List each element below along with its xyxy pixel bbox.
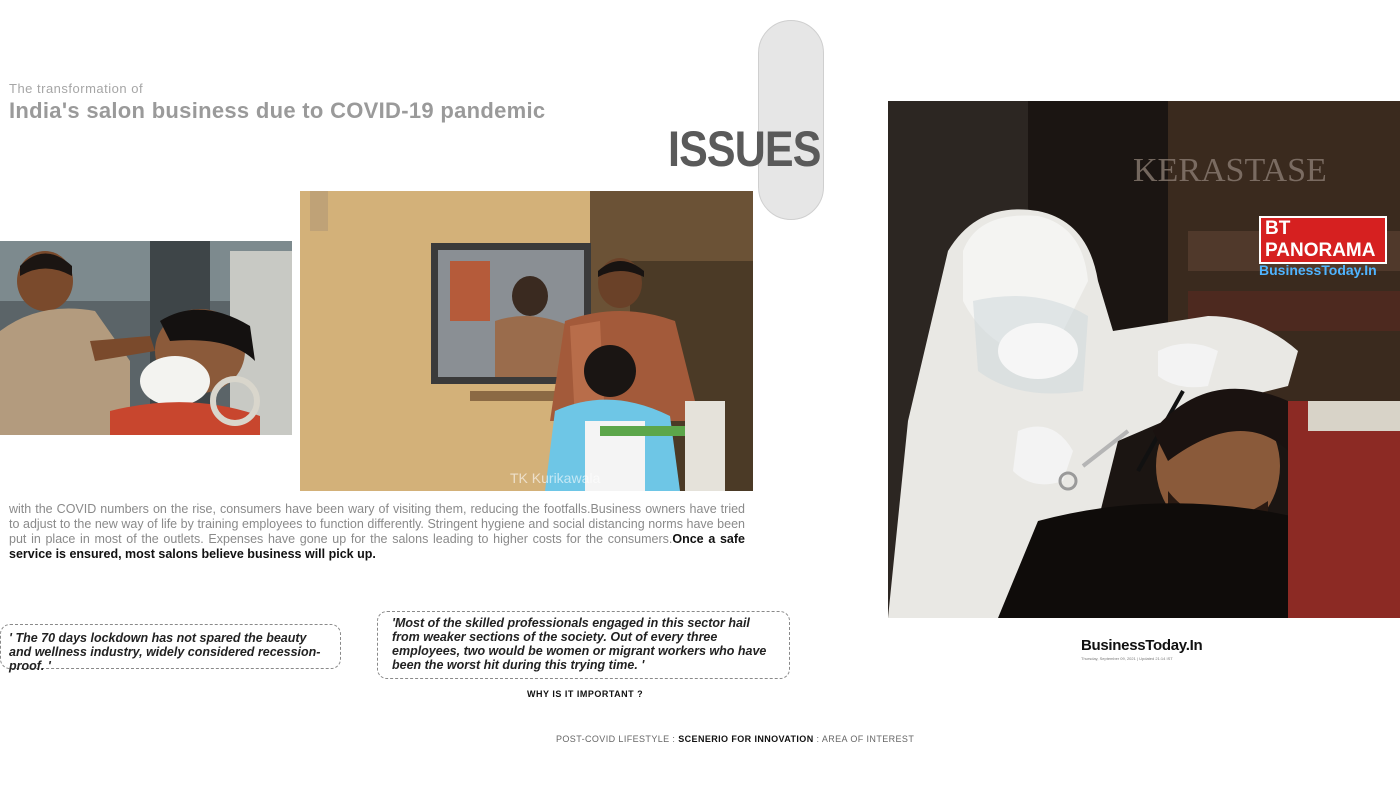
badge-bottom-text: BusinessToday.In — [1259, 262, 1377, 278]
why-label: WHY IS IT IMPORTANT ? — [527, 689, 644, 699]
background-brand-text: KERASTASE — [1133, 152, 1327, 189]
barber-shaving-customer-photo — [0, 241, 292, 435]
body-paragraph-text: with the COVID numbers on the rise, consumers have been wary of visiting them, reducing the footfalls.Business owners have tried to adjust to the new way of life by training employees to function differently. Stringent hygiene and social distancing norms have been put in place in most of the outlets. Expenses have gone up for the salons leading to higher costs for the consumers. — [9, 502, 745, 546]
bt-panorama-badge — [1259, 216, 1387, 278]
body-paragraph — [9, 502, 745, 562]
source-logo: BusinessToday.In — [1081, 637, 1203, 654]
badge-top-text: BT PANORAMA — [1259, 216, 1387, 264]
page-kicker: The transformation of — [9, 81, 144, 96]
footer-part-3: : AREA OF INTEREST — [813, 734, 915, 744]
footer-tagline — [556, 734, 914, 744]
source-date: Thursday, September 09, 2021 | Updated 21:14 IST — [1081, 656, 1173, 661]
roadside-barber-haircut-photo — [300, 191, 753, 491]
section-label: ISSUES — [668, 121, 821, 177]
barber-in-ppe-kit-photo — [888, 101, 1400, 618]
quote-workers: 'Most of the skilled professionals engaged in this sector hail from weaker sections of the society. Out of every three employees, two would be women or migrant workers who have been the worst hit during this trying time. ' — [377, 611, 790, 679]
quote-lockdown: ' The 70 days lockdown has not spared the beauty and wellness industry, widely considered recession-proof. ' — [0, 624, 341, 669]
page-title: India's salon business due to COVID-19 pandemic — [9, 98, 546, 123]
footer-part-2: SCENERIO FOR INNOVATION — [678, 734, 814, 744]
footer-part-1: POST-COVID LIFESTYLE : — [556, 734, 679, 744]
body-emphasis: Once a safe service is ensured, most salons believe business will pick up. — [9, 532, 745, 561]
photo-watermark: TK Kurikawala — [510, 470, 601, 486]
